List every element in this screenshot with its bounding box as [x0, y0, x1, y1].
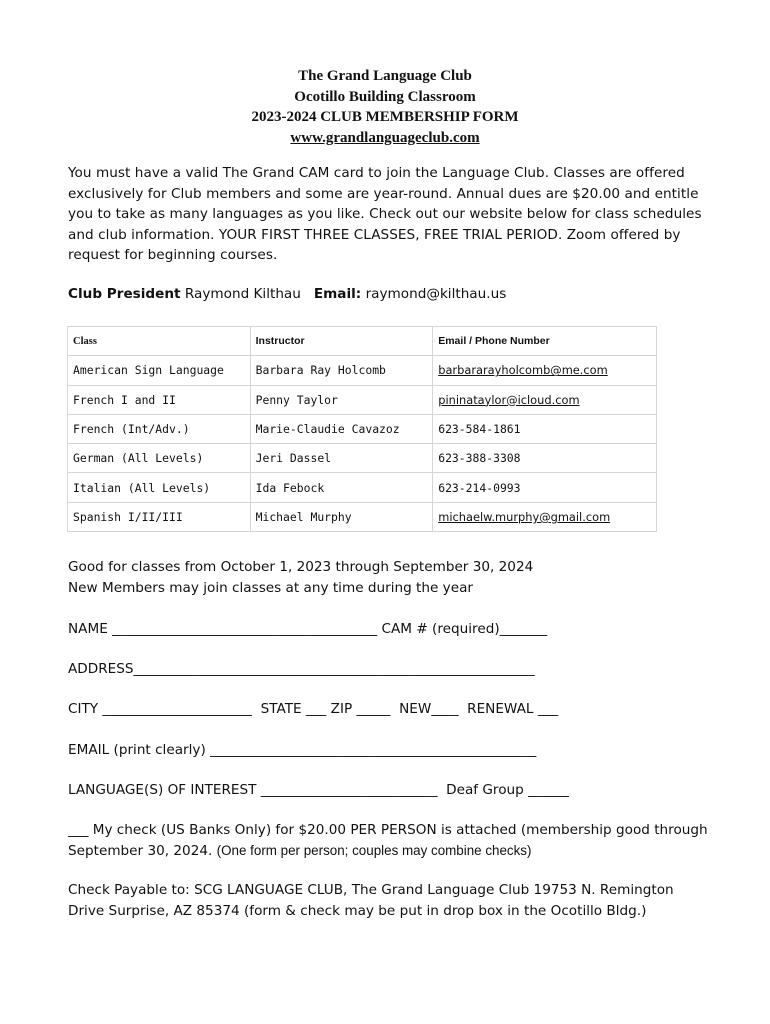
contact-cell — [433, 356, 657, 385]
intro-paragraph: You must have a valid The Grand CAM card to join the Language Club. Classes are offered exclusively for Club members and some are year-round. Annual dues are $20.00 and entitle you to take as many languages as you like. Check out our website below for class schedules and club information. YOUR FIRST THREE CLASSES, FREE TRIAL PERIOD. Zoom offered by request for beginning courses. — [68, 165, 702, 263]
address-field[interactable]: ADDRESS___________________________________________________________ — [68, 661, 535, 677]
classroom-location: Ocotillo Building Classroom — [294, 88, 476, 105]
email-link[interactable]: pininataylor@icloud.com — [438, 392, 580, 407]
instructor-table — [67, 326, 657, 532]
check-statement — [68, 820, 708, 861]
class-cell: Spanish I/II/III — [68, 502, 251, 531]
class-cell: Italian (All Levels) — [68, 473, 251, 502]
contact-cell: 623-388-3308 — [433, 444, 657, 473]
form-title: 2023-2024 CLUB MEMBERSHIP FORM — [251, 109, 519, 125]
instructor-cell: Barbara Ray Holcomb — [250, 356, 433, 385]
table-row — [68, 502, 657, 531]
join-anytime-note: New Members may join classes at any time during the year — [68, 579, 474, 596]
president-email[interactable]: raymond@kilthau.us — [365, 286, 507, 302]
form-header — [0, 66, 770, 148]
class-cell: French I and II — [68, 385, 251, 414]
table-row — [68, 473, 657, 502]
validity-dates: Good for classes from October 1, 2023 through September 30, 2024 — [68, 559, 534, 575]
check-note: (One form per person; couples may combine checks) — [216, 842, 532, 858]
table-row — [68, 444, 657, 473]
check-text: ___ My check (US Banks Only) for $20.00 PER PERSON is attached (membership good through September 30, 2024. — [68, 822, 708, 859]
header-instructor: Instructor — [250, 327, 433, 356]
class-cell: American Sign Language — [68, 356, 251, 385]
instructor-cell: Penny Taylor — [250, 385, 433, 414]
contact-cell: 623-584-1861 — [433, 414, 657, 443]
class-cell: French (Int/Adv.) — [68, 414, 251, 443]
website-link[interactable]: www.grandlanguageclub.com — [290, 129, 480, 146]
class-cell: German (All Levels) — [68, 444, 251, 473]
language-interest-field[interactable]: LANGUAGE(S) OF INTEREST __________________________ Deaf Group ______ — [68, 782, 569, 798]
name-field[interactable]: NAME _______________________________________ CAM # (required)_______ — [68, 621, 548, 637]
city-state-zip-field[interactable]: CITY ______________________ STATE ___ ZIP _____ NEW____ RENEWAL ___ — [68, 701, 559, 717]
club-president-line — [68, 284, 708, 304]
payable-instructions: Check Payable to: SCG LANGUAGE CLUB, The Grand Language Club 19753 N. Remington Drive Surprise, AZ 85374 (form & check may be put in drop box in the Ocotillo Bldg.) — [68, 882, 674, 919]
validity-notice — [68, 557, 708, 598]
table-row — [68, 356, 657, 385]
header-contact: Email / Phone Number — [433, 327, 657, 356]
president-email-label: Email: — [313, 286, 362, 302]
contact-cell — [433, 385, 657, 414]
contact-cell: 623-214-0993 — [433, 473, 657, 502]
email-field[interactable]: EMAIL (print clearly) ________________________________________________ — [68, 742, 537, 758]
instructor-cell: Marie-Claudie Cavazoz — [250, 414, 433, 443]
email-link[interactable]: barbararayholcomb@me.com — [438, 363, 608, 378]
table-row — [68, 385, 657, 414]
president-label: Club President — [68, 286, 181, 302]
contact-cell — [433, 502, 657, 531]
instructor-cell: Michael Murphy — [250, 502, 433, 531]
header-class: Class — [68, 327, 251, 356]
instructor-cell: Ida Febock — [250, 473, 433, 502]
instructor-cell: Jeri Dassel — [250, 444, 433, 473]
email-link[interactable]: michaelw.murphy@gmail.com — [438, 509, 611, 524]
table-header-row — [68, 327, 657, 356]
president-name: Raymond Kilthau — [184, 286, 301, 302]
table-row — [68, 414, 657, 443]
club-title: The Grand Language Club — [298, 68, 472, 84]
